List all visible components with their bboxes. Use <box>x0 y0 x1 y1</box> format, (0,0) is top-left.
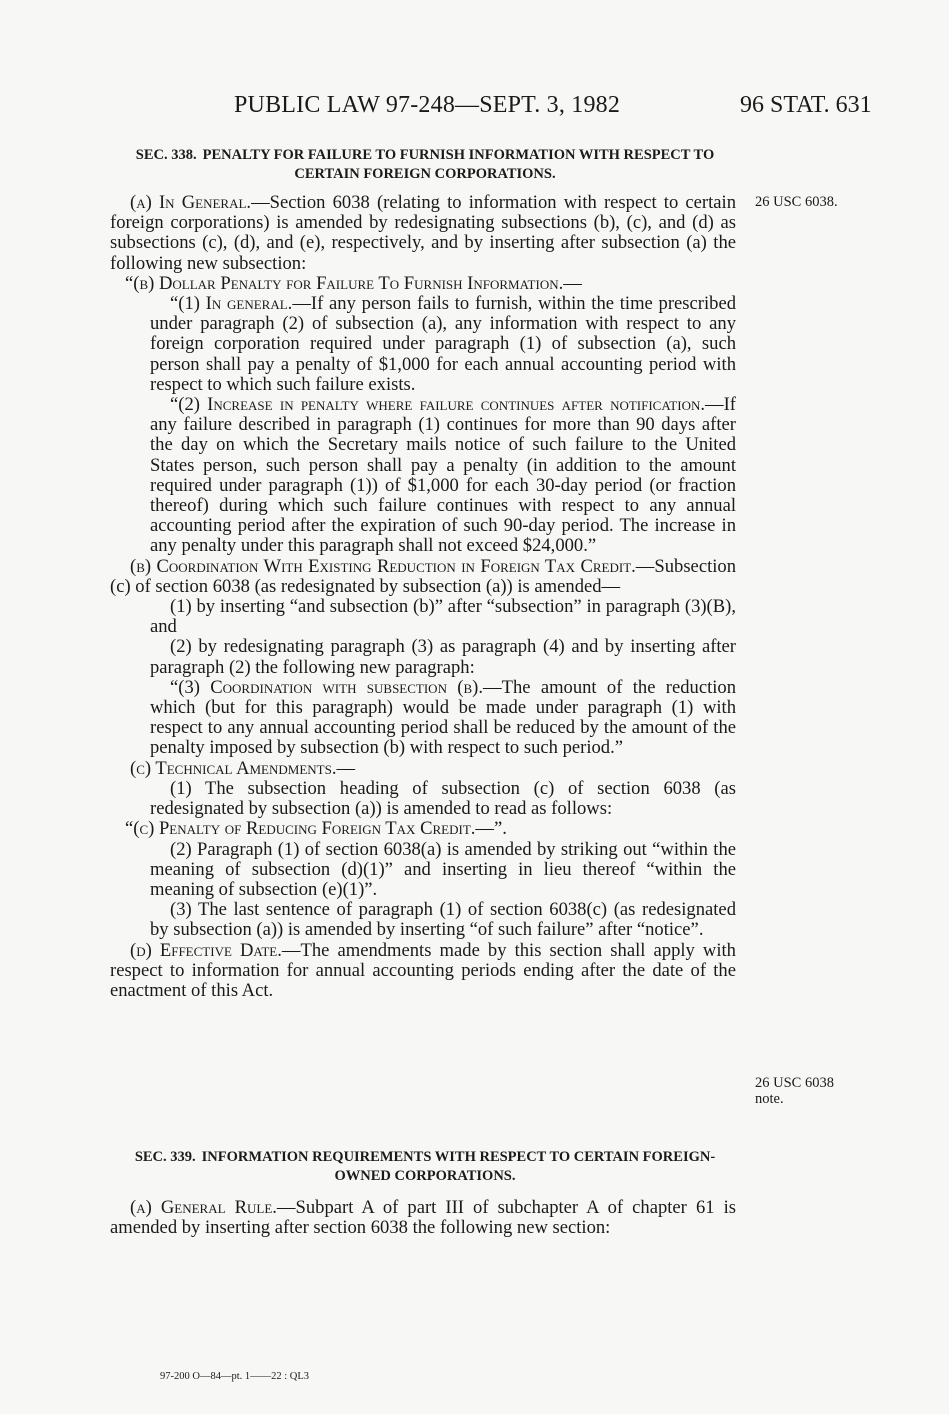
page-header-stat: 96 STAT. 631 <box>740 92 872 118</box>
subsection-d-effective-date: (d) Effective Date.—The amendments made by this section shall apply with respect to information for annual accounting periods ending after the date of the enactment of this Act. <box>110 939 736 1001</box>
section-338-body <box>110 193 736 1001</box>
section-339-body <box>110 1198 736 1238</box>
section-338-title: PENALTY FOR FAILURE TO FURNISH INFORMATION WITH RESPECT TO CERTAIN FOREIGN CORPORATIONS. <box>202 147 715 182</box>
section-339-subsection-a: (a) General Rule.—Subpart A of part III of subchapter A of chapter 61 is amended by inserting after section 6038 the following new section: <box>110 1197 736 1239</box>
subsection-c-technical-heading: (c) Technical Amendments.— <box>130 757 356 779</box>
subsection-b-coordination: (b) Coordination With Existing Reduction in Foreign Tax Credit.—Subsection (c) of section 6038 (as redesignated by subsection (a)) is amended— <box>110 555 736 597</box>
section-339-number: SEC. 339. <box>134 1149 196 1165</box>
technical-item-3: (3) The last sentence of paragraph (1) of section 6038(c) (as redesignated by subsection (a)) is amended by inserting “of such failure” after “notice”. <box>150 899 736 941</box>
section-338-number: SEC. 338. <box>135 147 197 163</box>
new-paragraph-1: “(1) In general.—If any person fails to furnish, within the time prescribed under paragraph (2) of subsection (a), any information with respect to any foreign corporation required under paragraph (1) of subsection (a), such person shall pay a penalty of $1,000 for each annual accounting period with respect to which such failure exists. <box>150 293 736 395</box>
technical-item-2: (2) Paragraph (1) of section 6038(a) is amended by striking out “within the meaning of subsection (d)(1)” and inserting in lieu thereof “within the meaning of subsection (e)(1)”. <box>150 838 736 900</box>
technical-item-1: (1) The subsection heading of subsection (c) of section 6038 (as redesignated by subsection (a)) is amended to read as follows: <box>150 777 736 820</box>
technical-item-1-quote: “(c) Penalty of Reducing Foreign Tax Credit.—”. <box>125 818 507 840</box>
coordination-item-2: (2) by redesignating paragraph (3) as paragraph (4) and by inserting after paragraph (2) the following new paragraph: <box>150 636 736 678</box>
printer-job-code: 97-200 O—84—pt. 1——22 : QL3 <box>160 1371 310 1382</box>
margin-note-26-usc-6038: 26 USC 6038. <box>755 194 838 210</box>
section-338-heading <box>110 146 740 184</box>
coordination-item-1: (1) by inserting “and subsection (b)” after “subsection” in paragraph (3)(B), and <box>150 596 736 638</box>
margin-note-26-usc-6038-note: 26 USC 6038 note. <box>755 1075 834 1107</box>
new-subsection-b-heading: “(b) Dollar Penalty for Failure To Furnish Information.— <box>125 272 582 294</box>
subsection-a-general: (a) In General.—Section 6038 (relating to information with respect to certain foreign corporations) is amended by redesignating subsections (b), (c), and (d) as subsections (c), (d), and (e), respectively, and by inserting after subsection (a) the following new subsection: <box>110 192 737 274</box>
section-339-heading <box>110 1148 740 1186</box>
coordination-new-paragraph-3: “(3) Coordination with subsection (b).—The amount of the reduction which (but for this paragraph) would be made under paragraph (1) with respect to any annual accounting period shall be reduced by the amount of the penalty imposed by subsection (b) with respect to such period.” <box>150 676 736 759</box>
section-339-title: INFORMATION REQUIREMENTS WITH RESPECT TO CERTAIN FOREIGN-OWNED CORPORATIONS. <box>201 1149 716 1184</box>
new-paragraph-2: “(2) Increase in penalty where failure continues after notification.—If any failure described in paragraph (1) continues for more than 90 days after the day on which the Secretary mails notice of such failure to the United States person, such person shall pay a penalty (in addition to the amount required under paragraph (1)) of $1,000 for each 30-day period (or fraction thereof) during which such failure continues with respect to any annual accounting period after the expiration of such 90-day period. The increase in any penalty under this paragraph shall not exceed $24,000.” <box>150 394 736 557</box>
page-header-title: PUBLIC LAW 97-248—SEPT. 3, 1982 <box>234 92 621 118</box>
